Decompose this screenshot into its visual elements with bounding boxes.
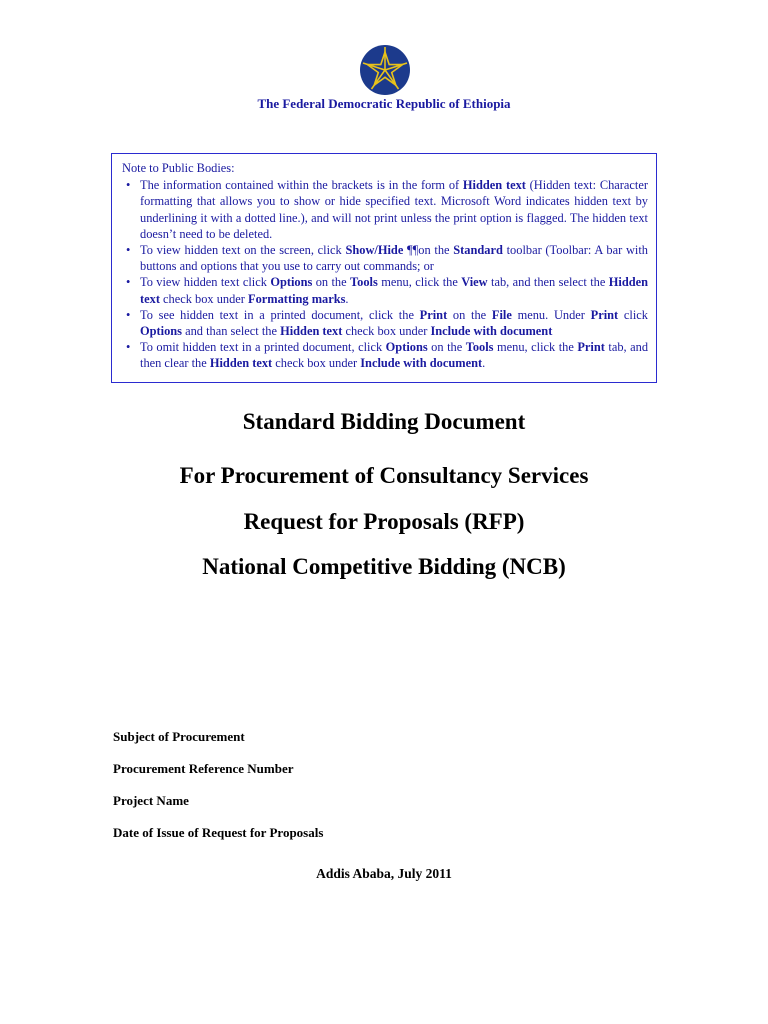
field-reference: Procurement Reference Number: [113, 761, 294, 776]
note-item-text: [140, 178, 648, 241]
bold-term: File: [491, 307, 512, 322]
bold-term: Hidden text: [209, 356, 273, 371]
text-run: check box under: [159, 291, 249, 306]
bullet-icon: •: [126, 275, 131, 290]
bold-term: Hidden text: [140, 275, 649, 306]
bold-term: Tools: [350, 275, 378, 290]
field-date-issue: Date of Issue of Request for Proposals: [113, 825, 324, 840]
note-item: [120, 177, 648, 242]
bold-term: View: [461, 275, 488, 290]
text-run: (Hidden text: Character formatting that allows you to show or hide specified text. Microsoft Word indicates hidden text by underlining it with a dotted line.), and will not print unless the print option is flagged. The hidden text doesn’t need to be deleted.: [140, 178, 648, 241]
bold-term: Standard: [453, 243, 503, 258]
bold-term: Options: [270, 275, 313, 290]
text-run: and than select the: [182, 324, 281, 339]
field-subject: Subject of Procurement: [113, 729, 245, 744]
bold-term: Options: [385, 340, 428, 355]
document-title: Standard Bidding Document: [242, 409, 526, 434]
bold-term: Hidden text: [280, 324, 343, 339]
bullet-icon: •: [126, 243, 131, 258]
note-item: [120, 339, 648, 371]
bold-term: Include with document: [360, 356, 483, 371]
note-item: [120, 274, 648, 306]
bold-term: Print: [577, 340, 605, 355]
note-list: [120, 177, 648, 371]
text-run: menu, click the: [377, 275, 462, 290]
place-date: Addis Ababa, July 2011: [316, 866, 452, 881]
text-run: To view hidden text click: [140, 275, 271, 290]
text-run: The information contained within the brackets is in the form of: [140, 178, 463, 193]
republic-name: The Federal Democratic Republic of Ethiopia: [257, 96, 511, 111]
bold-term: Show/Hide: [345, 243, 404, 258]
text-run: check box under: [272, 356, 361, 371]
rfp-title: Request for Proposals (RFP): [243, 509, 525, 534]
text-run: on the: [447, 307, 492, 322]
bold-term: Print: [419, 307, 448, 322]
ethiopian-emblem-icon: [359, 44, 411, 96]
bold-term: Include with document: [430, 324, 553, 339]
text-run: check box under: [342, 324, 431, 339]
bullet-icon: •: [126, 340, 131, 355]
text-run: To omit hidden text in a printed document, click: [140, 340, 386, 355]
procurement-fields: [113, 728, 323, 856]
note-item-text: [140, 275, 648, 305]
bold-term: Hidden text: [462, 178, 526, 193]
text-run: toolbar (Toolbar: A bar with buttons and options that you use to carry out commands; or: [140, 243, 648, 274]
bold-term: Tools: [465, 340, 494, 355]
note-item-text: [140, 340, 648, 370]
text-run: menu. Under: [511, 307, 591, 322]
bold-term: Formatting marks: [248, 291, 346, 306]
bullet-icon: •: [126, 307, 131, 322]
note-item: [120, 307, 648, 339]
text-run: .: [345, 291, 349, 306]
text-run: click: [618, 307, 648, 322]
text-run: on the: [312, 275, 351, 290]
note-title: Note to Public Bodies:: [122, 161, 235, 175]
text-run: tab, and then clear the: [140, 340, 649, 371]
document-titles: [0, 407, 768, 582]
bullet-icon: •: [126, 178, 131, 193]
note-item-text: [140, 308, 648, 338]
note-item-text: [140, 243, 648, 273]
text-run: on the: [427, 340, 466, 355]
text-run: .: [482, 356, 486, 371]
bidding-method: National Competitive Bidding (NCB): [202, 554, 566, 579]
text-run: ¶¶on the: [403, 243, 454, 258]
hidden-text-note: [111, 153, 657, 383]
text-run: To see hidden text in a printed document, click the: [140, 307, 420, 322]
bold-term: Options: [140, 324, 183, 339]
note-item: [120, 242, 648, 274]
field-project: Project Name: [113, 793, 189, 808]
text-run: menu, click the: [493, 340, 578, 355]
procurement-type: For Procurement of Consultancy Services: [179, 463, 589, 488]
text-run: tab, and then select the: [487, 275, 609, 290]
text-run: To view hidden text on the screen, click: [140, 243, 346, 258]
bold-term: Print: [590, 307, 619, 322]
